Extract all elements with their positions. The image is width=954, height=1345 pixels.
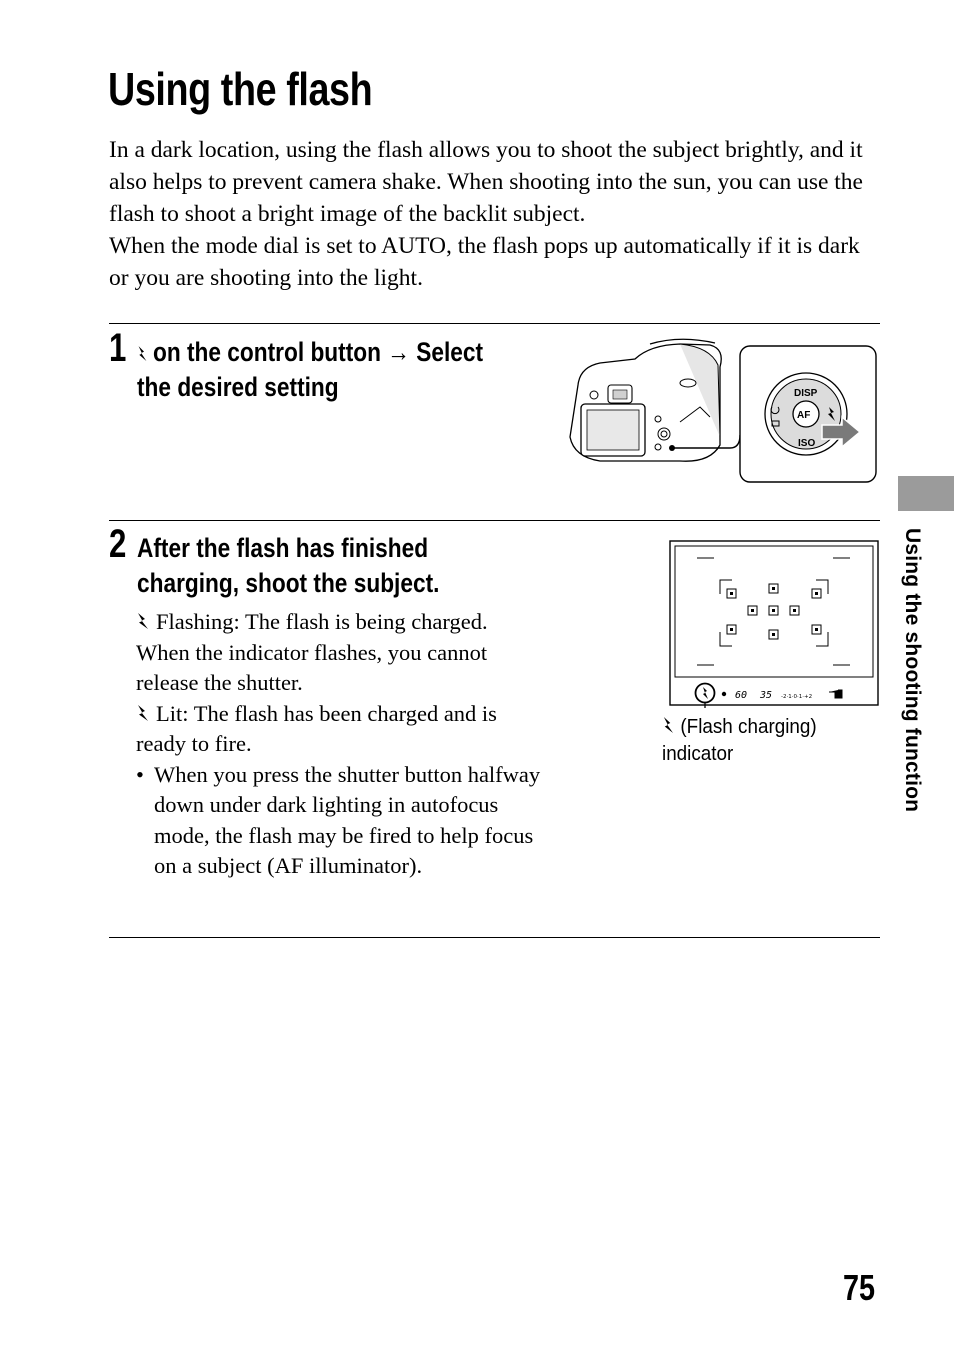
step-1-heading-line1: on the control button → Select [152,337,484,367]
lit-text: Lit: The flash has been charged and is ready to fire. [136,700,497,756]
bullet-text: When you press the shutter button halfway down under dark lighting in autofocus mode, the flash may be fired to help focus on a subject (AF illuminator). [154,761,541,878]
aperture-readout: 35 [760,690,773,701]
shutter-readout: 60 [735,690,748,701]
bullet-dot: • [136,761,144,787]
step-2-body [136,607,546,882]
step-1-heading [137,335,483,405]
iso-label: ISO [798,438,816,449]
viewfinder-diagram [669,540,881,708]
lit-description [136,699,546,760]
intro-paragraph-1: In a dark location, using the flash allows you to shoot the subject brightly, and it also helps to prevent camera shake. When shooting into the sun, you can use the flash to shoot a bright image of the backlit subject. [109,137,863,227]
step-2-number: 2 [109,522,127,566]
step-2-heading [137,531,439,601]
section-side-label [898,528,928,818]
flash-icon [662,716,675,735]
flash-icon [137,345,148,363]
step-2-heading-line1: After the flash has finished [137,533,429,563]
viewfinder-caption [662,713,817,767]
af-label: AF [797,410,811,421]
caption-line2: indicator [662,742,734,765]
divider [109,937,880,938]
intro-text [109,134,884,294]
page-number: 75 [843,1267,876,1308]
camera-control-button-illustration [560,337,878,487]
flash-icon [136,612,150,631]
step-2-heading-line2: charging, shoot the subject. [137,568,440,598]
exposure-scale: -2·1·0·1·+2 [781,694,813,700]
flashing-text: Flashing: The flash is being charged. When the indicator flashes, you cannot release the shutter. [136,609,488,695]
list-item [136,760,546,882]
caption-line1: (Flash charging) [680,715,817,738]
section-tab-marker [898,476,954,511]
page-title: Using the flash [108,63,373,115]
section-side-label-text: Using the shooting function [901,528,924,813]
flashing-description [136,607,546,699]
step-1-number: 1 [109,326,127,370]
flash-icon [136,704,150,723]
disp-label: DISP [794,388,818,399]
intro-paragraph-2: When the mode dial is set to AUTO, the flash pops up automatically if it is dark or you are shooting into the light. [109,233,860,291]
step-1-heading-line2: the desired setting [137,372,339,402]
divider [109,520,880,521]
divider [109,323,880,324]
